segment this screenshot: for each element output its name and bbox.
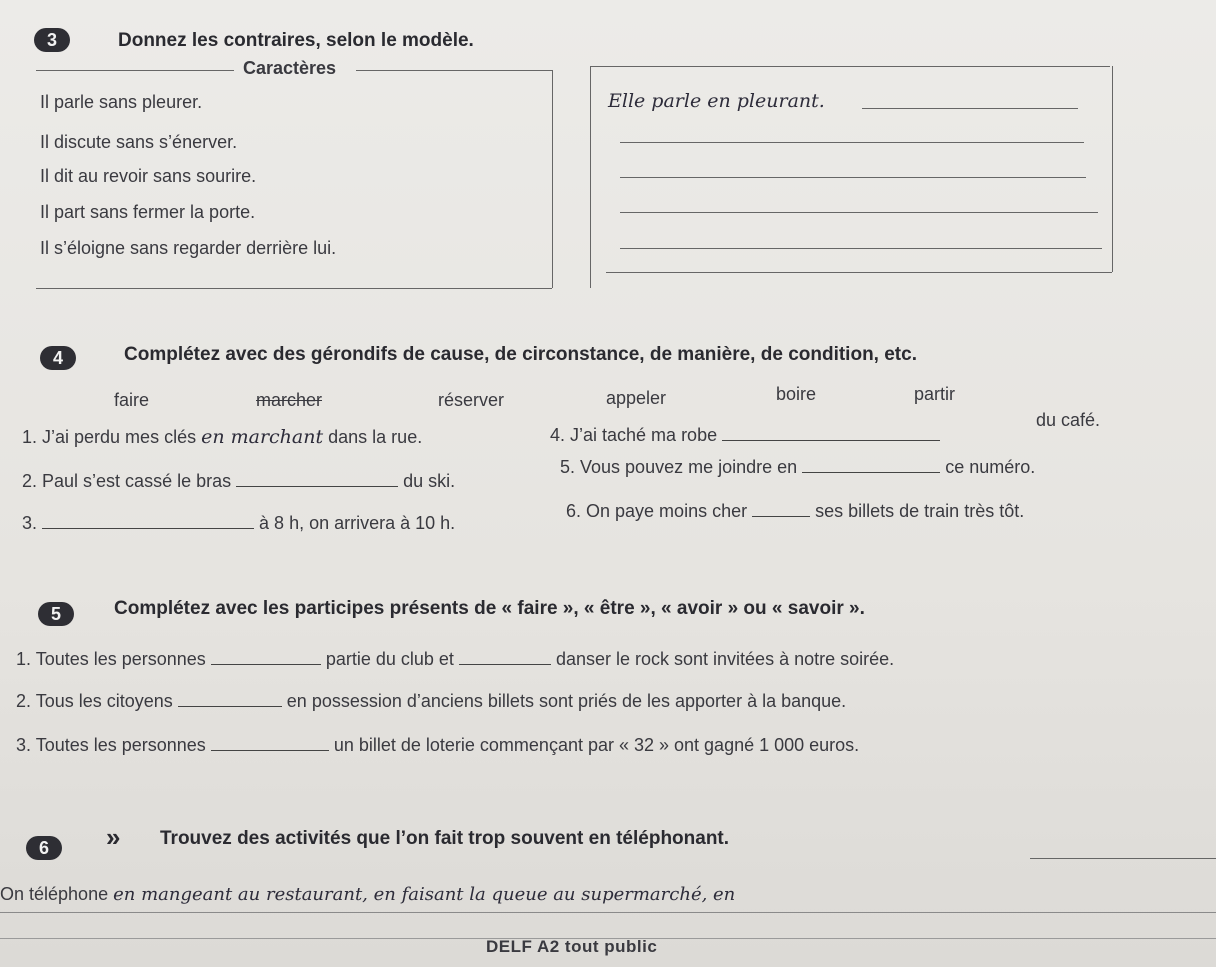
ex6-blank-line-end[interactable] xyxy=(1030,858,1216,859)
ex4-item-3: 3. à 8 h, on arrivera à 10 h. xyxy=(22,513,456,533)
exercise-6-badge: 6 xyxy=(26,836,62,860)
ex4-item-4: 4. J’ai taché ma robe xyxy=(550,424,940,446)
ex3-answer-line-5[interactable] xyxy=(620,248,1102,249)
ex3-answer-line-4[interactable] xyxy=(620,212,1098,213)
exercise-4-instruction: Complétez avec des gérondifs de cause, de circonstance, de manière, de condition, etc. xyxy=(124,344,917,365)
table-right-border xyxy=(1112,66,1113,272)
double-chevron-icon: » xyxy=(106,822,121,852)
verb-partir: partir xyxy=(914,384,956,404)
ex3-example-answer: Elle parle en pleurant. xyxy=(608,90,825,112)
ex4-item-2: 2. Paul s’est cassé le bras du ski. xyxy=(22,471,456,491)
table-top-rule-right xyxy=(590,66,1110,67)
ex4-item-3-blank[interactable] xyxy=(42,512,254,529)
exercise-3-instruction: Donnez les contraires, selon le modèle. xyxy=(118,30,474,51)
ex4-item-2-blank[interactable] xyxy=(236,470,398,487)
table-top-rule-mid xyxy=(356,70,552,71)
ex3-item-3: Il dit au revoir sans sourire. xyxy=(40,166,257,186)
ex6-writing-line-1[interactable] xyxy=(0,912,1216,913)
ex4-item-6: 6. On paye moins cher ses billets de train très tôt. xyxy=(566,501,1025,521)
ex3-answer-line-2[interactable] xyxy=(620,142,1084,143)
ex4-item-5-blank[interactable] xyxy=(802,456,940,473)
exercise-5-badge: 5 xyxy=(38,602,74,626)
exercise-3-badge: 3 xyxy=(34,28,70,52)
ex4-item-1: 1. J’ai perdu mes clés en marchant dans la rue. xyxy=(22,426,423,448)
ex6-answer-line: On téléphone en mangeant au restaurant, en faisant la queue au supermarché, en xyxy=(0,884,736,905)
page-footer: DELF A2 tout public xyxy=(486,937,658,956)
ex3-item-2: Il discute sans s’énerver. xyxy=(40,132,238,152)
verb-appeler: appeler xyxy=(606,388,667,408)
verb-boire: boire xyxy=(776,384,817,404)
ex5-item-2: 2. Tous les citoyens en possession d’anciens billets sont priés de les apporter à la banque. xyxy=(16,691,847,711)
ex6-handwritten-answer: en mangeant au restaurant, en faisant la queue au supermarché, en xyxy=(113,884,736,905)
verb-faire: faire xyxy=(114,390,150,410)
table-divider-right xyxy=(590,66,591,288)
table-top-rule-left xyxy=(36,70,234,71)
table-header: Caractères xyxy=(243,58,337,78)
ex4-item-4-suffix: du café. xyxy=(1036,410,1101,430)
ex3-answer-line-1[interactable] xyxy=(862,108,1078,109)
exercise-4-badge: 4 xyxy=(40,346,76,370)
ex4-item-4-blank[interactable] xyxy=(722,424,940,441)
exercise-6-instruction: Trouvez des activités que l’on fait trop souvent en téléphonant. xyxy=(160,828,730,849)
ex3-answer-line-3[interactable] xyxy=(620,177,1086,178)
ex4-item-5: 5. Vous pouvez me joindre en ce numéro. xyxy=(560,457,1036,477)
ex5-item-1-blank-a[interactable] xyxy=(211,648,321,665)
ex4-item-1-answer: en marchant xyxy=(201,426,324,448)
exercise-5-instruction: Complétez avec les participes présents de « faire », « être », « avoir » ou « savoir ». xyxy=(114,598,865,619)
ex4-item-6-blank[interactable] xyxy=(752,500,810,517)
ex3-item-1: Il parle sans pleurer. xyxy=(40,92,203,112)
ex5-item-1: 1. Toutes les personnes partie du club et danser le rock sont invitées à notre soirée. xyxy=(16,649,895,669)
verb-reserver: réserver xyxy=(438,390,505,410)
ex5-item-3: 3. Toutes les personnes un billet de loterie commençant par « 32 » ont gagné 1 000 euros. xyxy=(16,735,860,755)
verb-marcher: marcher xyxy=(256,390,323,410)
ex3-item-4: Il part sans fermer la porte. xyxy=(40,202,256,222)
table-divider-left xyxy=(552,70,553,288)
ex5-item-1-blank-b[interactable] xyxy=(459,648,551,665)
table-bottom-rule-left xyxy=(36,288,552,289)
ex3-item-5: Il s’éloigne sans regarder derrière lui. xyxy=(40,238,337,258)
table-bottom-rule-right xyxy=(606,272,1112,273)
ex5-item-3-blank[interactable] xyxy=(211,734,329,751)
ex5-item-2-blank[interactable] xyxy=(178,690,282,707)
